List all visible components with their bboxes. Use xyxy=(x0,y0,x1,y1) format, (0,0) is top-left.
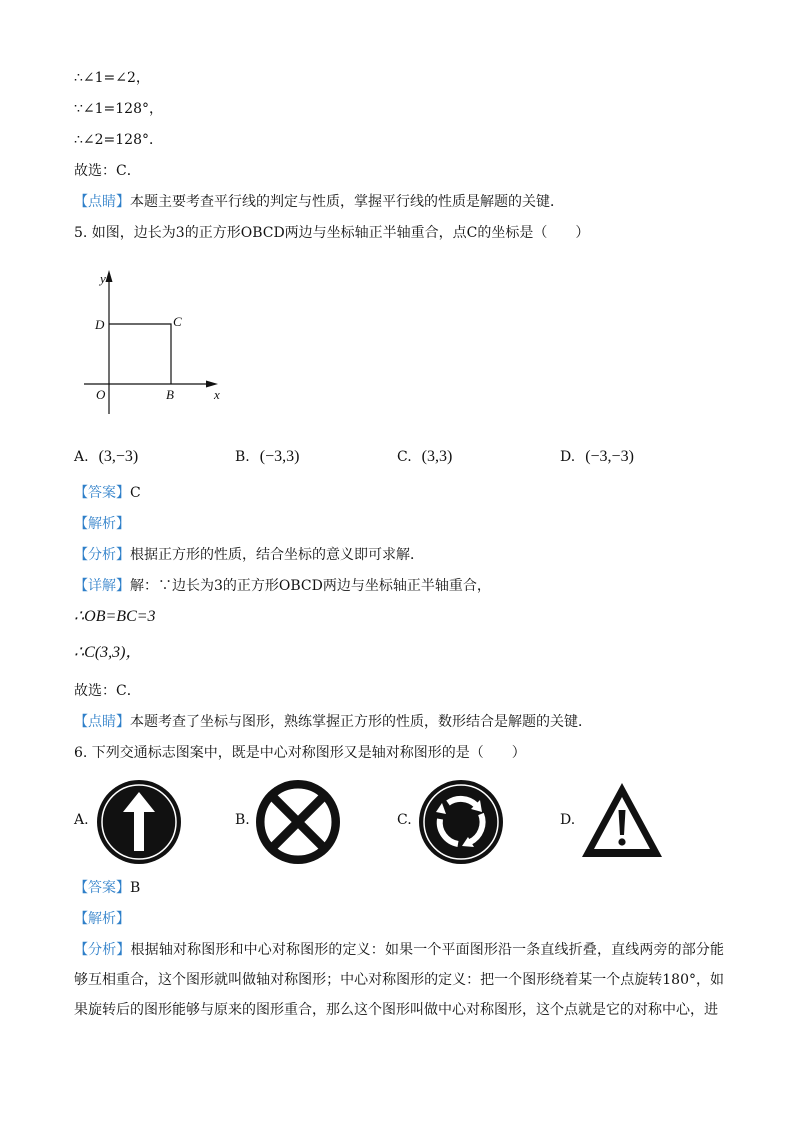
option-c xyxy=(397,447,452,467)
q6-fenxi-text: 根据轴对称图形和中心对称图形的定义：如果一个平面图形沿一条直线折叠，直线两旁的部分能够互相重合，这个图形就叫做轴对称图形；中心对称图形的定义：把一个图形绕着某一个点旋转180°，如果旋转后的图形能够与原来的图形重合，那么这个图形叫做中心对称图形，这个点就是它的对称中心，进 xyxy=(74,942,725,1018)
q6-option-a-label: A. xyxy=(74,812,89,828)
q5-comment xyxy=(74,712,592,732)
q5-answer xyxy=(74,483,141,503)
option-d-label: D. xyxy=(560,449,576,465)
comment-text: 本题主要考查平行线的判定与性质，掌握平行线的性质是解题的关键． xyxy=(130,194,564,210)
square-obcd xyxy=(109,324,171,384)
sign-c-roundabout xyxy=(418,779,504,865)
y-axis-arrow xyxy=(106,270,113,282)
q6-answer-value: B xyxy=(130,880,141,896)
q5-detail xyxy=(74,576,491,596)
sign-b-x-cross xyxy=(255,779,341,865)
option-d-value: (−3,−3) xyxy=(585,448,634,465)
q5-step2: ∴C(3,3)， xyxy=(74,644,142,661)
step-angle2-value: ∴∠2=128°． xyxy=(74,132,163,148)
label-d: D xyxy=(95,317,105,332)
option-c-value: (3,3) xyxy=(421,448,453,465)
answer-value: C xyxy=(130,485,141,501)
label-c: C xyxy=(173,314,182,329)
option-a xyxy=(74,447,138,467)
q6-analysis-tag: 【解析】 xyxy=(74,911,130,927)
option-a-label: A. xyxy=(74,449,89,465)
label-x: x xyxy=(214,387,220,402)
q5-fenxi xyxy=(74,545,424,565)
coordinate-figure xyxy=(80,266,230,416)
detail-tag: 【详解】 xyxy=(74,578,130,594)
step-angle-equal: ∴∠1=∠2， xyxy=(74,70,150,86)
step-angle1-value: ∵∠1=128°， xyxy=(74,101,163,117)
question-6: 6. 下列交通标志图案中，既是中心对称图形又是轴对称图形的是（ ） xyxy=(74,745,526,761)
question-5: 5. 如图，边长为3的正方形OBCD两边与坐标轴正半轴重合，点C的坐标是（ ） xyxy=(74,225,590,241)
option-d xyxy=(560,447,634,467)
label-b: B xyxy=(166,387,174,402)
option-b xyxy=(235,447,299,467)
q4-choose: 故选：C． xyxy=(74,163,141,179)
comment-tag-2: 【点睛】 xyxy=(74,714,130,730)
q6-fenxi-tag: 【分析】 xyxy=(74,942,131,958)
label-y: y xyxy=(100,271,106,286)
q5-step1: ∴OB=BC=3 xyxy=(74,608,156,625)
q6-option-b-label: B. xyxy=(235,812,250,828)
detail-text: 解：∵边长为3的正方形OBCD两边与坐标轴正半轴重合， xyxy=(130,578,491,594)
option-a-value: (3,−3) xyxy=(98,448,139,465)
q5-choose: 故选：C． xyxy=(74,683,141,699)
option-c-label: C. xyxy=(397,449,412,465)
sign-a-up-arrow xyxy=(96,779,182,865)
comment-text-2: 本题考查了坐标与图形，熟练掌握正方形的性质，数形结合是解题的关键． xyxy=(130,714,592,730)
q6-answer-tag: 【答案】 xyxy=(74,880,130,896)
label-o: O xyxy=(96,387,106,402)
q6-answer xyxy=(74,878,140,898)
q4-comment xyxy=(74,192,564,212)
q6-option-c-label: C. xyxy=(397,812,412,828)
sign-d-warning-triangle xyxy=(580,780,664,860)
answer-tag: 【答案】 xyxy=(74,485,130,501)
comment-tag: 【点睛】 xyxy=(74,194,130,210)
option-b-label: B. xyxy=(235,449,250,465)
option-b-value: (−3,3) xyxy=(259,448,300,465)
analysis-tag: 【解析】 xyxy=(74,516,130,532)
q6-option-d-label: D. xyxy=(560,812,576,828)
fenxi-text: 根据正方形的性质，结合坐标的意义即可求解． xyxy=(130,547,424,563)
fenxi-tag: 【分析】 xyxy=(74,547,130,563)
q5-analysis xyxy=(74,514,130,534)
q6-fenxi xyxy=(74,935,724,1025)
q6-analysis xyxy=(74,909,130,929)
